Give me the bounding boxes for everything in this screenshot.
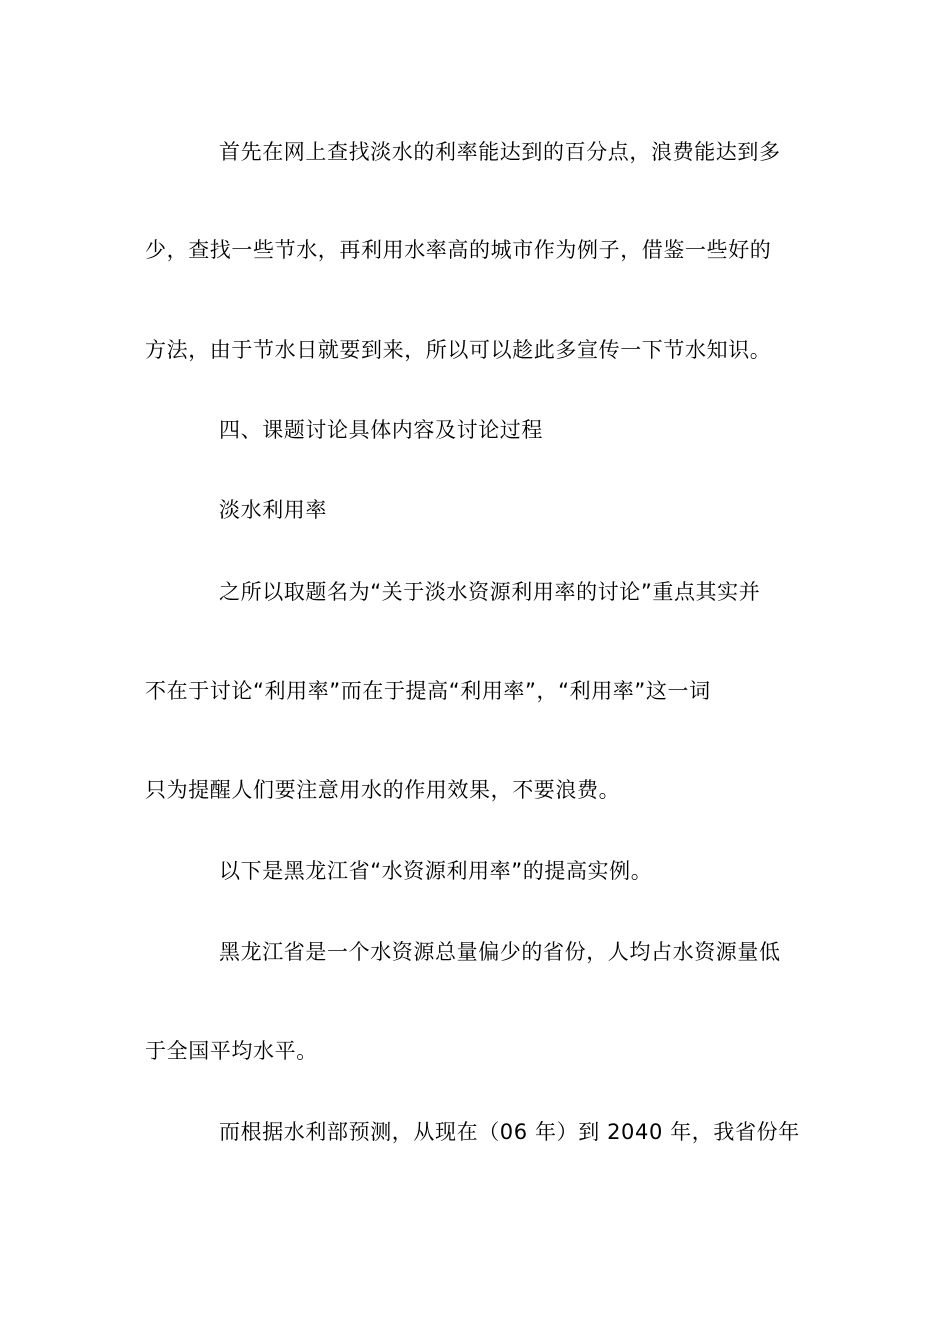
paragraph-5-line-1: 而根据水利部预测，从现在（06 年）到 2040 年，我省份年	[219, 1120, 800, 1144]
paragraph-4-line-1: 黑龙江省是一个水资源总量偏少的省份，人均占水资源量低	[219, 940, 781, 964]
paragraph-2-line-3: 只为提醒人们要注意用水的作用效果，不要浪费。	[145, 778, 621, 802]
paragraph-2-line-1: 之所以取题名为“关于淡水资源利用率的讨论”重点其实并	[219, 580, 761, 604]
paragraph-1-line-3: 方法，由于节水日就要到来，所以可以趁此多宣传一下节水知识。	[145, 338, 772, 362]
paragraph-1-line-1: 首先在网上查找淡水的利率能达到的百分点，浪费能达到多	[219, 140, 781, 164]
paragraph-4-line-2: 于全国平均水平。	[145, 1039, 318, 1063]
paragraph-3-line-1: 以下是黑龙江省“水资源利用率”的提高实例。	[219, 859, 653, 883]
section-heading: 四、课题讨论具体内容及讨论过程	[219, 418, 543, 442]
paragraph-1-line-2: 少，查找一些节水，再利用水率高的城市作为例子，借鉴一些好的	[145, 238, 772, 262]
subheading: 淡水利用率	[219, 498, 327, 522]
paragraph-2-line-2: 不在于讨论“利用率”而在于提高“利用率”，“利用率”这一词	[145, 679, 711, 703]
